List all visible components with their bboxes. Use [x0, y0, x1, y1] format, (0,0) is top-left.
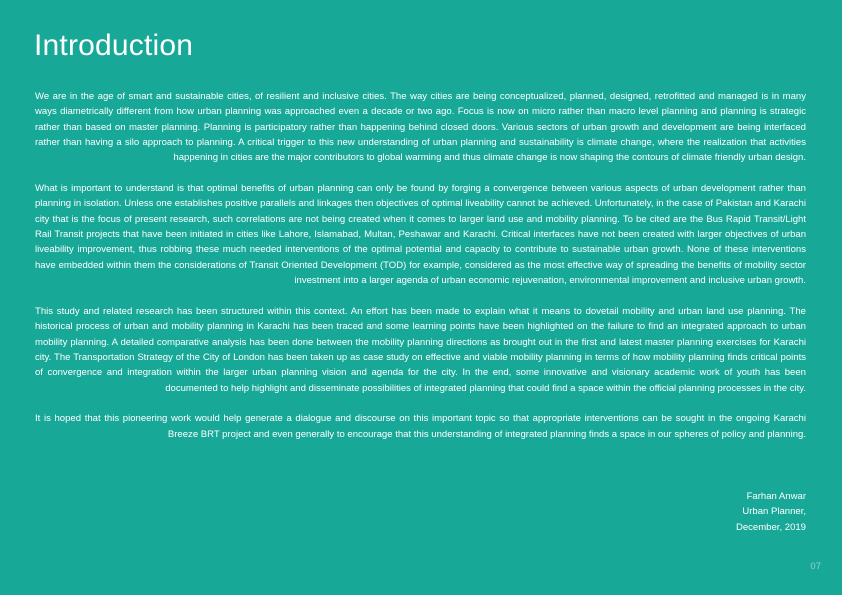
signature-date: December, 2019: [735, 521, 806, 533]
paragraph-3: This study and related research has been structured within this context. An effort has been made to explain what it means to dovetail mobility and urban land use planning. The historical process of urban and mobility planning in Karachi has been traced and some learning points have been highlighted on the failure to find an integrated approach to urban mobility planning. A detailed comparative analysis has been done between the mobility planning directions as brought out in the first and latest master planning exercises for Karachi city. The Transportation Strategy of the City of London has been taken up as case study on effective and viable mobility planning in terms of how mobility planning finds critical points of convergence and integration within the larger urban planning vision and agenda for the city. In the end, some innovative and visionary academic work of youth has been documented to help highlight and disseminate possibilities of integrated planning that could find a space within the official planning processes in the city.: [35, 305, 806, 394]
page-number: 07: [810, 561, 821, 572]
paragraph-1: We are in the age of smart and sustainable cities, of resilient and inclusive cities. The way cities are being conceptualized, planned, designed, retrofitted and managed is in many ways diametrically different from how urban planning was approached even a decade or two ago. Focus is now on micro rather than macro level planning and planning is strategic rather than based on master planning. Planning is participatory rather than happening behind closed doors. Various sectors of urban growth and development are being interfaced rather than having a silo approach to planning. A critical trigger to this new understanding of urban planning and sustainability is climate change, where the realization that activities happening in cities are the major contributors to global warming and thus climate change is now shaping the contours of climate friendly urban design.: [35, 91, 806, 164]
body-text: [35, 89, 806, 457]
paragraph-4: It is hoped that this pioneering work would help generate a dialogue and discourse on this important topic so that appropriate interventions can be sought in the ongoing Karachi Breeze BRT project and even generally to encourage that this understanding of integrated planning finds a space in our spheres of policy and planning.: [35, 413, 806, 440]
page-title: Introduction: [34, 29, 194, 62]
signature-block: [736, 489, 806, 535]
author-name: Farhan Anwar: [746, 491, 806, 502]
paragraph-2: What is important to understand is that optimal benefits of urban planning can only be found by forging a convergence between various aspects of urban development rather than planning in isolation. Unless one establishes positive parallels and linkages then objectives of optimal liveability cannot be achieved. Unfortunately, in the case of Pakistan and Karachi city that is the focus of present research, such correlations are not being created when it comes to larger land use and mobility planning. To be cited are the Bus Rapid Transit/Light Rail Transit projects that have been initiated in cities like Lahore, Islamabad, Multan, Peshawar and Karachi. Critical interfaces have not been created with larger objectives of urban liveability improvement, thus robbing these much needed interventions of the optimal potential and capacity to contribute to sustainable urban growth. None of these interventions have embedded within them the considerations of Transit Oriented Development (TOD) for example, considered as the most effective way of spreading the benefits of mobility sector investment into a larger agenda of urban economic rejuvenation, environmental improvement and inclusive urban growth.: [35, 183, 806, 287]
author-role: Urban Planner,: [742, 506, 806, 518]
